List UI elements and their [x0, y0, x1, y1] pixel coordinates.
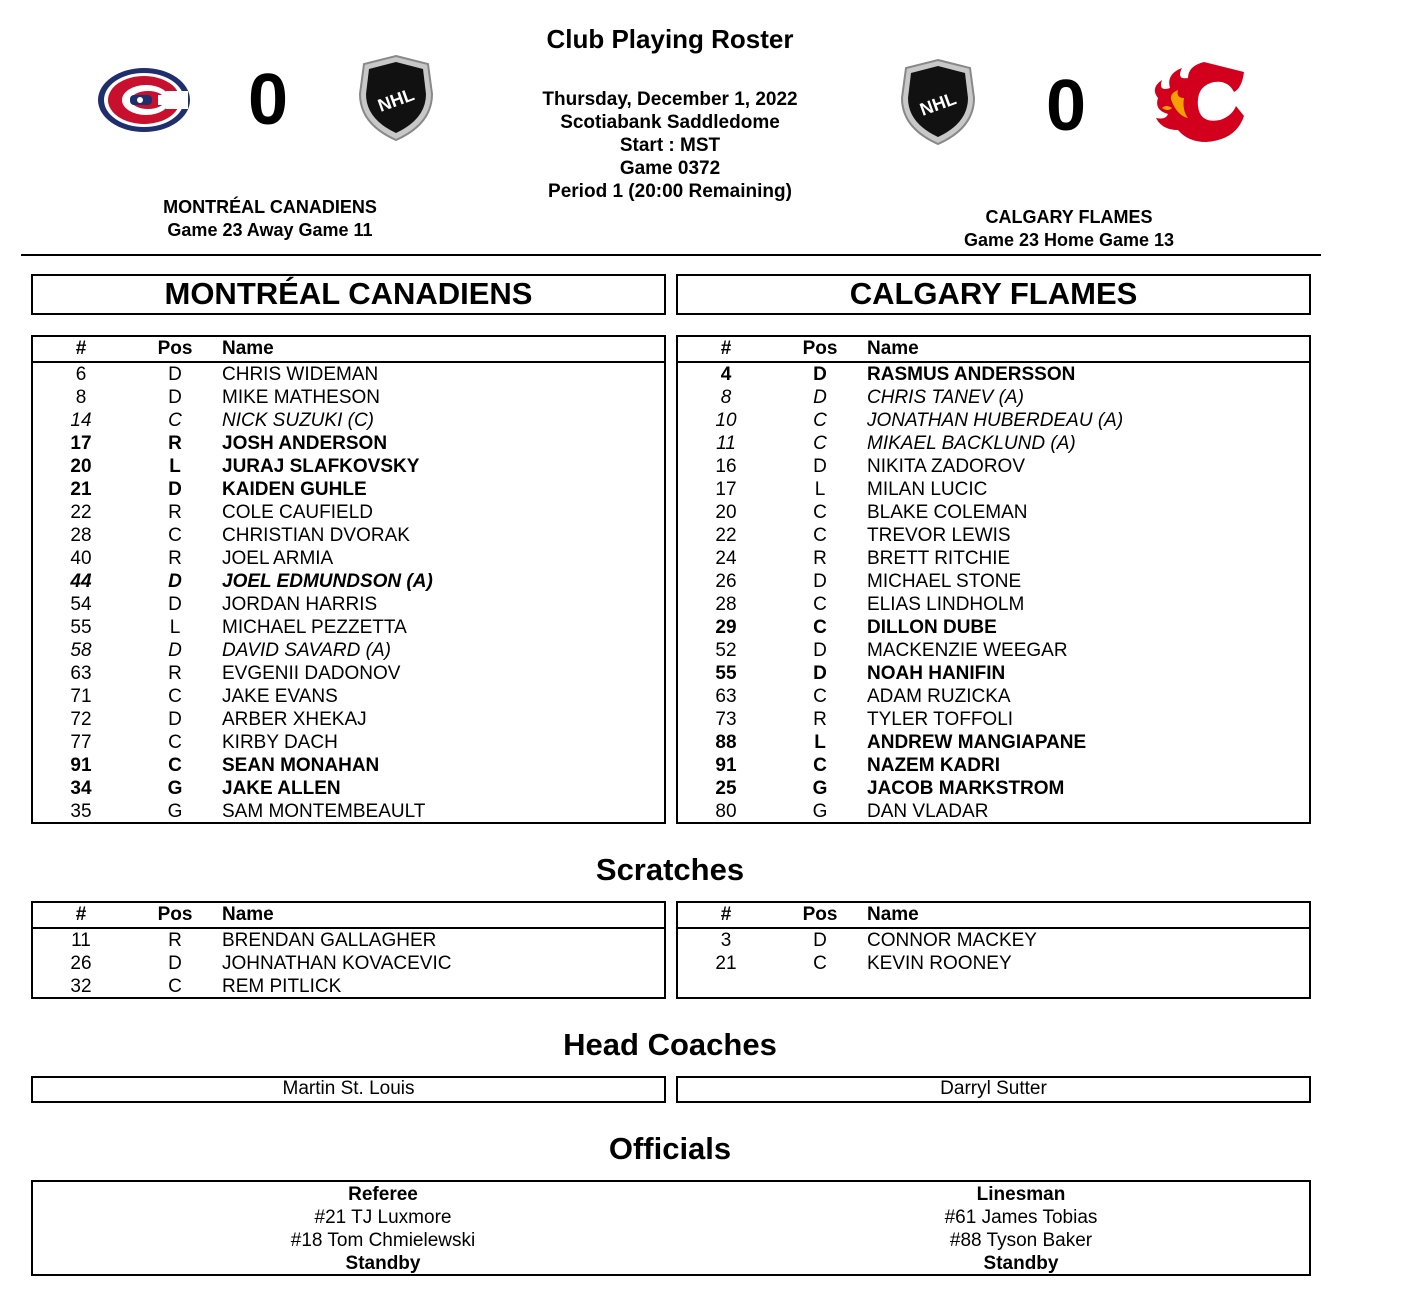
player-number: 28 — [70, 525, 92, 546]
player-number: 4 — [720, 364, 732, 385]
player-position: D — [813, 663, 827, 684]
game-number: Game 0372 — [619, 158, 721, 179]
player-position: D — [813, 640, 827, 661]
player-name: JOEL ARMIA — [222, 548, 334, 569]
player-position: D — [168, 364, 182, 385]
player-number: 80 — [715, 801, 737, 822]
table-row — [33, 731, 664, 754]
col-num-header: # — [720, 338, 732, 359]
player-name: MACKENZIE WEEGAR — [867, 640, 1068, 661]
player-number: 21 — [715, 953, 737, 974]
player-position: D — [813, 930, 827, 951]
player-name: NIKITA ZADOROV — [867, 456, 1026, 477]
player-name: JAKE ALLEN — [222, 778, 341, 799]
player-position: D — [168, 709, 182, 730]
player-name: SAM MONTEMBEAULT — [222, 801, 426, 822]
table-row — [678, 363, 1309, 386]
table-row — [678, 800, 1309, 823]
svg-text:NHL: NHL — [917, 88, 959, 120]
player-number: 34 — [70, 778, 92, 799]
player-name: BRETT RITCHIE — [867, 548, 1011, 569]
game-period: Period 1 (20:00 Remaining) — [548, 181, 792, 202]
player-name: CHRISTIAN DVORAK — [222, 525, 410, 546]
player-number: 55 — [70, 617, 92, 638]
away-roster-rows — [33, 363, 664, 823]
player-number: 63 — [715, 686, 737, 707]
player-position: C — [168, 755, 182, 776]
player-position: R — [168, 663, 182, 684]
player-name: CHRIS WIDEMAN — [222, 364, 379, 385]
table-row — [33, 685, 664, 708]
player-number: 20 — [715, 502, 737, 523]
flames-logo — [1148, 58, 1248, 146]
col-pos-header: Pos — [157, 904, 193, 925]
player-number: 73 — [715, 709, 737, 730]
referee-1: #21 TJ Luxmore — [314, 1207, 452, 1228]
table-row — [678, 432, 1309, 455]
table-row — [678, 409, 1309, 432]
col-name-header: Name — [222, 904, 274, 925]
player-position: C — [813, 617, 827, 638]
player-number: 3 — [720, 930, 732, 951]
home-coach: Darryl Sutter — [676, 1076, 1311, 1103]
player-name: COLE CAUFIELD — [222, 502, 373, 523]
player-name: MICHAEL PEZZETTA — [222, 617, 407, 638]
table-row — [33, 409, 664, 432]
player-number: 17 — [70, 433, 92, 454]
player-number: 20 — [70, 456, 92, 477]
player-number: 22 — [715, 525, 737, 546]
player-number: 71 — [70, 686, 92, 707]
linesman-1: #61 James Tobias — [944, 1207, 1098, 1228]
home-team-name: CALGARY FLAMES — [985, 207, 1153, 227]
player-position: C — [813, 410, 827, 431]
home-score: 0 — [1046, 66, 1087, 146]
away-scratches-header — [33, 903, 664, 929]
table-row — [33, 639, 664, 662]
player-position: D — [813, 571, 827, 592]
player-number: 35 — [70, 801, 92, 822]
player-position: R — [168, 548, 182, 569]
player-position: D — [168, 953, 182, 974]
player-position: C — [813, 755, 827, 776]
table-row — [33, 455, 664, 478]
away-team-label — [70, 196, 470, 242]
svg-text:NHL: NHL — [375, 84, 417, 116]
game-date: Thursday, December 1, 2022 — [542, 89, 798, 110]
player-name: BRENDAN GALLAGHER — [222, 930, 437, 951]
col-num-header: # — [75, 904, 87, 925]
linesman-column — [851, 1183, 1191, 1275]
table-row — [33, 616, 664, 639]
player-number: 10 — [715, 410, 737, 431]
player-number: 54 — [70, 594, 92, 615]
referee-label: Referee — [348, 1184, 418, 1205]
player-name: DAVID SAVARD (A) — [222, 640, 391, 661]
home-team-banner: CALGARY FLAMES — [676, 274, 1311, 315]
player-position: D — [813, 456, 827, 477]
player-position: C — [813, 502, 827, 523]
linesman-standby-label: Standby — [983, 1253, 1059, 1274]
away-score: 0 — [248, 60, 289, 140]
referee-standby-label: Standby — [345, 1253, 421, 1274]
referee-2: #18 Tom Chmielewski — [290, 1230, 476, 1251]
player-number: 52 — [715, 640, 737, 661]
away-team-banner: MONTRÉAL CANADIENS — [31, 274, 666, 315]
table-row — [33, 662, 664, 685]
player-number: 26 — [70, 953, 92, 974]
table-row — [678, 478, 1309, 501]
player-name: NOAH HANIFIN — [867, 663, 1006, 684]
player-number: 24 — [715, 548, 737, 569]
away-roster-header — [33, 337, 664, 363]
player-number: 55 — [715, 663, 737, 684]
home-scratches-rows — [678, 929, 1309, 975]
player-name: ELIAS LINDHOLM — [867, 594, 1025, 615]
player-name: NAZEM KADRI — [867, 755, 1000, 776]
player-name: DILLON DUBE — [867, 617, 997, 638]
player-name: ADAM RUZICKA — [867, 686, 1011, 707]
player-number: 26 — [715, 571, 737, 592]
table-row — [678, 386, 1309, 409]
canadiens-logo — [96, 66, 192, 134]
player-name: JONATHAN HUBERDEAU (A) — [867, 410, 1124, 431]
player-number: 44 — [70, 571, 92, 592]
player-name: DAN VLADAR — [867, 801, 989, 822]
player-position: G — [812, 778, 828, 799]
table-row — [33, 952, 664, 975]
table-row — [678, 685, 1309, 708]
player-name: MICHAEL STONE — [867, 571, 1022, 592]
game-venue: Scotiabank Saddledome — [560, 112, 780, 133]
header-divider — [21, 254, 1321, 256]
col-num-header: # — [720, 904, 732, 925]
player-number: 40 — [70, 548, 92, 569]
home-team-label — [869, 206, 1269, 252]
table-row — [678, 708, 1309, 731]
player-position: G — [167, 801, 183, 822]
player-position: C — [168, 686, 182, 707]
player-position: C — [813, 686, 827, 707]
player-name: KIRBY DACH — [222, 732, 338, 753]
player-position: R — [168, 930, 182, 951]
player-position: D — [168, 387, 182, 408]
nhl-shield-icon — [356, 54, 436, 142]
table-row — [33, 547, 664, 570]
page-title: Club Playing Roster — [546, 24, 794, 54]
player-position: C — [168, 976, 182, 997]
away-coach: Martin St. Louis — [31, 1076, 666, 1103]
table-row — [678, 639, 1309, 662]
player-name: JAKE EVANS — [222, 686, 338, 707]
table-row — [33, 501, 664, 524]
player-position: R — [813, 548, 827, 569]
player-number: 91 — [70, 755, 92, 776]
table-row — [678, 662, 1309, 685]
player-name: JORDAN HARRIS — [222, 594, 378, 615]
table-row — [33, 593, 664, 616]
col-num-header: # — [75, 338, 87, 359]
player-position: L — [814, 479, 826, 500]
table-row — [33, 754, 664, 777]
table-row — [678, 501, 1309, 524]
player-name: RASMUS ANDERSSON — [867, 364, 1076, 385]
player-name: CONNOR MACKEY — [867, 930, 1037, 951]
player-number: 91 — [715, 755, 737, 776]
table-row — [33, 929, 664, 952]
player-number: 14 — [70, 410, 92, 431]
linesman-label: Linesman — [976, 1184, 1066, 1205]
player-position: D — [813, 364, 827, 385]
player-position: R — [813, 709, 827, 730]
player-number: 58 — [70, 640, 92, 661]
player-name: MIKAEL BACKLUND (A) — [867, 433, 1076, 454]
canadiens-logo-icon — [96, 66, 192, 134]
table-row — [678, 731, 1309, 754]
table-row — [678, 593, 1309, 616]
player-number: 72 — [70, 709, 92, 730]
table-row — [33, 363, 664, 386]
player-number: 6 — [75, 364, 87, 385]
player-position: C — [168, 525, 182, 546]
away-team-name: MONTRÉAL CANADIENS — [163, 197, 377, 217]
scratches-title: Scratches — [595, 852, 745, 887]
linesman-2: #88 Tyson Baker — [949, 1230, 1093, 1251]
player-position: C — [168, 732, 182, 753]
player-name: REM PITLICK — [222, 976, 342, 997]
player-position: L — [169, 456, 181, 477]
player-position: C — [168, 410, 182, 431]
home-scratches-table — [676, 901, 1311, 999]
player-number: 8 — [720, 387, 732, 408]
col-pos-header: Pos — [802, 904, 838, 925]
away-roster-table — [31, 335, 666, 824]
table-row — [678, 524, 1309, 547]
player-number: 11 — [716, 433, 736, 454]
player-number: 63 — [70, 663, 92, 684]
table-row — [33, 524, 664, 547]
player-number: 17 — [715, 479, 737, 500]
player-number: 77 — [70, 732, 92, 753]
player-position: D — [168, 594, 182, 615]
player-position: D — [168, 640, 182, 661]
player-number: 22 — [70, 502, 92, 523]
player-position: R — [168, 433, 182, 454]
table-row — [33, 432, 664, 455]
player-name: SEAN MONAHAN — [222, 755, 380, 776]
table-row — [678, 952, 1309, 975]
nhl-shield-icon — [898, 58, 978, 146]
referee-column — [213, 1183, 553, 1275]
player-name: JACOB MARKSTROM — [867, 778, 1065, 799]
player-name: NICK SUZUKI (C) — [222, 410, 374, 431]
player-number: 21 — [70, 479, 92, 500]
player-name: KEVIN ROONEY — [867, 953, 1012, 974]
player-name: BLAKE COLEMAN — [867, 502, 1028, 523]
col-name-header: Name — [867, 338, 919, 359]
player-name: ARBER XHEKAJ — [222, 709, 367, 730]
player-position: C — [813, 433, 827, 454]
table-row — [678, 616, 1309, 639]
table-row — [33, 777, 664, 800]
table-row — [678, 929, 1309, 952]
player-position: C — [813, 525, 827, 546]
table-row — [678, 547, 1309, 570]
home-roster-header — [678, 337, 1309, 363]
table-row — [33, 570, 664, 593]
home-roster-rows — [678, 363, 1309, 823]
player-name: JOHNATHAN KOVACEVIC — [222, 953, 452, 974]
player-number: 25 — [715, 778, 737, 799]
player-number: 11 — [71, 930, 91, 951]
player-name: TREVOR LEWIS — [867, 525, 1011, 546]
player-position: D — [813, 387, 827, 408]
player-name: KAIDEN GUHLE — [222, 479, 367, 500]
game-start: Start : MST — [619, 135, 721, 156]
player-name: MILAN LUCIC — [867, 479, 988, 500]
table-row — [678, 455, 1309, 478]
player-number: 16 — [715, 456, 737, 477]
player-position: G — [167, 778, 183, 799]
table-row — [678, 777, 1309, 800]
player-position: R — [168, 502, 182, 523]
player-name: JURAJ SLAFKOVSKY — [222, 456, 420, 477]
player-position: C — [813, 594, 827, 615]
home-roster-table — [676, 335, 1311, 824]
player-number: 32 — [70, 976, 92, 997]
player-position: L — [169, 617, 181, 638]
officials-title: Officials — [608, 1131, 732, 1166]
table-row — [33, 478, 664, 501]
home-game-line: Game 23 Home Game 13 — [963, 230, 1175, 250]
player-position: G — [812, 801, 828, 822]
table-row — [678, 754, 1309, 777]
table-row — [33, 800, 664, 823]
col-pos-header: Pos — [157, 338, 193, 359]
away-scratches-table — [31, 901, 666, 999]
officials-table — [31, 1180, 1311, 1276]
player-name: MIKE MATHESON — [222, 387, 380, 408]
player-position: L — [814, 732, 826, 753]
player-name: CHRIS TANEV (A) — [867, 387, 1024, 408]
player-position: D — [168, 479, 182, 500]
table-row — [33, 708, 664, 731]
player-name: JOEL EDMUNDSON (A) — [222, 571, 433, 592]
table-row — [678, 570, 1309, 593]
player-number: 88 — [715, 732, 737, 753]
col-pos-header: Pos — [802, 338, 838, 359]
player-position: D — [168, 571, 182, 592]
away-game-line: Game 23 Away Game 11 — [167, 220, 373, 240]
player-position: C — [813, 953, 827, 974]
player-name: JOSH ANDERSON — [222, 433, 388, 454]
player-number: 8 — [75, 387, 87, 408]
player-name: EVGENII DADONOV — [222, 663, 401, 684]
col-name-header: Name — [867, 904, 919, 925]
player-number: 28 — [715, 594, 737, 615]
player-name: ANDREW MANGIAPANE — [867, 732, 1087, 753]
table-row — [33, 386, 664, 409]
player-number: 29 — [715, 617, 737, 638]
col-name-header: Name — [222, 338, 274, 359]
home-scratches-header — [678, 903, 1309, 929]
away-scratches-rows — [33, 929, 664, 998]
game-info — [470, 88, 870, 203]
table-row — [33, 975, 664, 998]
player-name: TYLER TOFFOLI — [867, 709, 1014, 730]
coaches-title: Head Coaches — [563, 1027, 777, 1062]
